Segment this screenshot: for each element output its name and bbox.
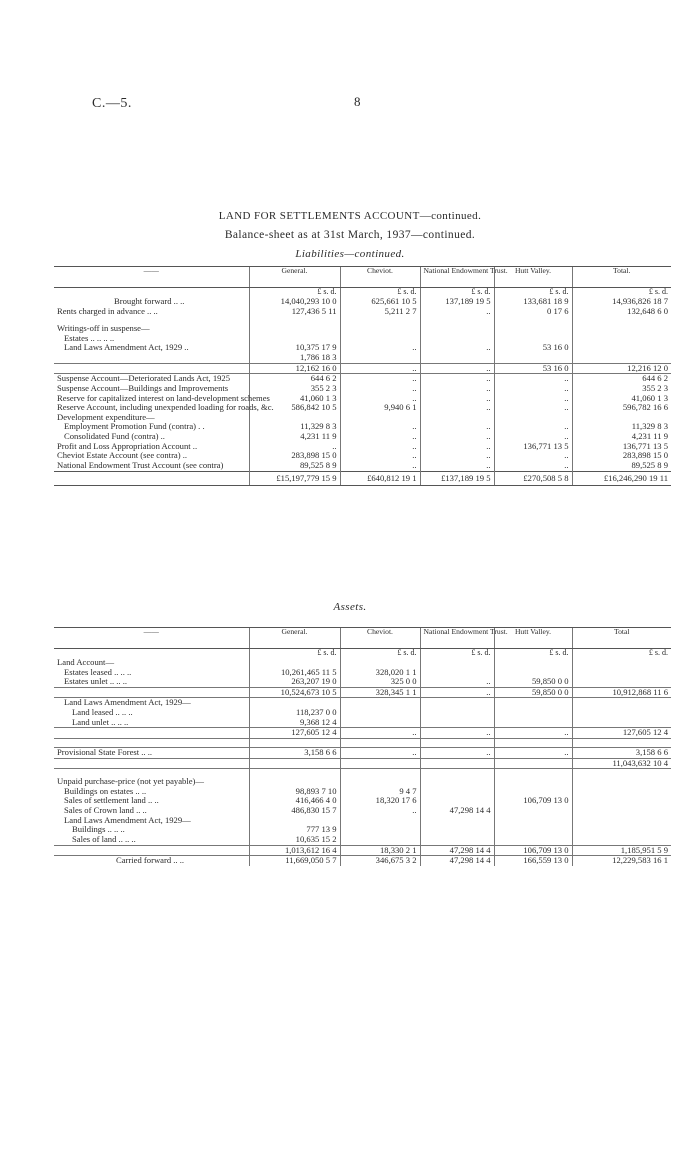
total-amount bbox=[572, 787, 671, 797]
national-endowment-amount: 47,298 14 4 bbox=[420, 856, 494, 866]
total-amount: 136,771 13 5 bbox=[572, 442, 671, 452]
cheviot-amount bbox=[340, 324, 420, 334]
table-row bbox=[54, 668, 671, 678]
units-hutt: £ s. d. bbox=[494, 288, 572, 297]
general-amount: .. bbox=[249, 442, 340, 452]
national-endowment-amount bbox=[420, 769, 494, 778]
table-row bbox=[54, 324, 671, 334]
col-header-national-endowment: National Endowment Trust. bbox=[420, 628, 494, 649]
national-endowment-amount bbox=[420, 668, 494, 678]
units-general: £ s. d. bbox=[249, 288, 340, 297]
hutt-valley-amount: 106,709 13 0 bbox=[494, 845, 572, 856]
row-label: Suspense Account—Buildings and Improvements bbox=[57, 382, 229, 393]
general-amount: 10,524,673 10 5 bbox=[249, 687, 340, 698]
row-label: Provisional State Forest .. .. bbox=[54, 747, 249, 758]
table-row bbox=[54, 747, 671, 758]
row-label bbox=[54, 353, 249, 363]
hutt-valley-amount bbox=[494, 324, 572, 334]
row-label: Brought forward .. .. bbox=[114, 295, 185, 306]
table-row bbox=[54, 471, 671, 486]
col-header-label: —— bbox=[54, 267, 249, 288]
national-endowment-amount bbox=[420, 334, 494, 344]
hutt-valley-amount bbox=[494, 658, 572, 668]
hutt-valley-amount: .. bbox=[494, 747, 572, 758]
row-label: National Endowment Trust Account (see contra) bbox=[57, 459, 224, 470]
national-endowment-amount: .. bbox=[420, 363, 494, 374]
general-amount: £15,197,779 15 9 bbox=[249, 471, 340, 486]
total-amount: 12,216 12 0 bbox=[572, 363, 671, 374]
account-title: LAND FOR SETTLEMENTS ACCOUNT—continued. bbox=[218, 210, 482, 222]
national-endowment-amount bbox=[420, 698, 494, 708]
total-amount bbox=[572, 316, 671, 324]
table-row bbox=[54, 856, 671, 866]
total-amount bbox=[572, 796, 671, 806]
general-amount: 10,261,465 11 5 bbox=[249, 668, 340, 678]
liabilities-body bbox=[54, 288, 671, 486]
hutt-valley-amount: 133,681 18 9 bbox=[494, 297, 572, 307]
assets-table bbox=[54, 627, 671, 866]
table-row bbox=[54, 758, 671, 769]
general-amount: 9,368 12 4 bbox=[249, 718, 340, 728]
row-label: Land Laws Amendment Act, 1929— bbox=[64, 814, 191, 825]
units-hutt: £ s. d. bbox=[494, 649, 572, 658]
cheviot-amount bbox=[340, 708, 420, 718]
row-label: Sales of land .. .. .. bbox=[72, 833, 136, 844]
table-row bbox=[54, 343, 671, 353]
hutt-valley-amount: £270,508 5 8 bbox=[494, 471, 572, 486]
row-label: Reserve Account, including unexpended loading for roads, &c. bbox=[57, 402, 274, 413]
units-general: £ s. d. bbox=[249, 649, 340, 658]
total-amount bbox=[572, 324, 671, 334]
hutt-valley-amount bbox=[494, 777, 572, 787]
general-amount: 586,842 10 5 bbox=[249, 403, 340, 413]
general-amount bbox=[249, 324, 340, 334]
hutt-valley-amount: 166,559 13 0 bbox=[494, 856, 572, 866]
col-header-total: Total. bbox=[572, 267, 671, 288]
general-amount: 644 6 2 bbox=[249, 374, 340, 384]
total-amount: 1,185,951 5 9 bbox=[572, 845, 671, 856]
row-label: Carried forward .. .. bbox=[116, 855, 185, 866]
cheviot-amount: 328,345 1 1 bbox=[340, 687, 420, 698]
cheviot-amount: 625,661 10 5 bbox=[340, 297, 420, 307]
hutt-valley-amount: .. bbox=[494, 403, 572, 413]
general-amount: 263,207 19 0 bbox=[249, 677, 340, 687]
general-amount: 89,525 8 9 bbox=[249, 461, 340, 471]
row-label: Reserve for capitalized interest on land-development schemes bbox=[57, 392, 270, 403]
total-amount bbox=[572, 806, 671, 816]
row-label bbox=[54, 728, 249, 739]
general-amount: 11,329 8 3 bbox=[249, 422, 340, 432]
assets-header-row bbox=[54, 628, 671, 649]
general-amount: 10,375 17 9 bbox=[249, 343, 340, 353]
national-endowment-amount: .. bbox=[420, 677, 494, 687]
total-amount bbox=[572, 343, 671, 353]
col-header-total: Total bbox=[572, 628, 671, 649]
national-endowment-amount: .. bbox=[420, 307, 494, 317]
units-row bbox=[54, 649, 671, 658]
national-endowment-amount bbox=[420, 324, 494, 334]
general-amount: 10,635 15 2 bbox=[249, 835, 340, 845]
liabilities-header-row bbox=[54, 267, 671, 288]
national-endowment-amount: .. bbox=[420, 384, 494, 394]
table-row bbox=[54, 363, 671, 374]
national-endowment-amount bbox=[420, 718, 494, 728]
total-amount bbox=[572, 698, 671, 708]
hutt-valley-amount: 59,850 0 0 bbox=[494, 677, 572, 687]
hutt-valley-amount bbox=[494, 316, 572, 324]
cheviot-amount: .. bbox=[340, 806, 420, 816]
col-header-national-endowment: National Endowment Trust. bbox=[420, 267, 494, 288]
total-amount bbox=[572, 708, 671, 718]
cheviot-amount: .. bbox=[340, 728, 420, 739]
national-endowment-amount bbox=[420, 758, 494, 769]
units-national: £ s. d. bbox=[420, 288, 494, 297]
row-label bbox=[54, 687, 249, 698]
total-amount: 14,936,826 18 7 bbox=[572, 297, 671, 307]
cheviot-amount: 325 0 0 bbox=[340, 677, 420, 687]
cheviot-amount: .. bbox=[340, 432, 420, 442]
row-label: Rents charged in advance .. .. bbox=[57, 305, 158, 316]
row-label: Consolidated Fund (contra) .. bbox=[64, 431, 165, 442]
total-amount: 41,060 1 3 bbox=[572, 394, 671, 404]
hutt-valley-amount: .. bbox=[494, 422, 572, 432]
total-amount bbox=[572, 835, 671, 845]
cheviot-amount: .. bbox=[340, 422, 420, 432]
hutt-valley-amount: 136,771 13 5 bbox=[494, 442, 572, 452]
general-amount bbox=[249, 316, 340, 324]
national-endowment-amount bbox=[420, 777, 494, 787]
national-endowment-amount: 47,298 14 4 bbox=[420, 845, 494, 856]
cheviot-amount bbox=[340, 758, 420, 769]
cheviot-amount bbox=[340, 316, 420, 324]
units-cheviot: £ s. d. bbox=[340, 288, 420, 297]
total-amount bbox=[572, 769, 671, 778]
national-endowment-amount bbox=[420, 738, 494, 747]
total-amount: 644 6 2 bbox=[572, 374, 671, 384]
hutt-valley-amount: .. bbox=[494, 374, 572, 384]
page-number: 8 bbox=[354, 94, 361, 109]
general-amount bbox=[249, 758, 340, 769]
units-cheviot: £ s. d. bbox=[340, 649, 420, 658]
row-label: Land unlet .. .. .. bbox=[72, 716, 129, 727]
hutt-valley-amount: .. bbox=[494, 728, 572, 739]
table-row bbox=[54, 825, 671, 835]
cheviot-amount: .. bbox=[340, 451, 420, 461]
total-amount: 89,525 8 9 bbox=[572, 461, 671, 471]
general-amount: 4,231 11 9 bbox=[249, 432, 340, 442]
row-label: Employment Promotion Fund (contra) . . bbox=[64, 421, 205, 432]
total-amount: 127,605 12 4 bbox=[572, 728, 671, 739]
general-amount: 3,158 6 6 bbox=[249, 747, 340, 758]
hutt-valley-amount bbox=[494, 816, 572, 826]
hutt-valley-amount: .. bbox=[494, 384, 572, 394]
national-endowment-amount: .. bbox=[420, 687, 494, 698]
cheviot-amount: .. bbox=[340, 394, 420, 404]
total-amount: 283,898 15 0 bbox=[572, 451, 671, 461]
total-amount: 355 2 3 bbox=[572, 384, 671, 394]
total-amount: £16,246,290 19 11 bbox=[572, 471, 671, 486]
col-header-hutt-valley: Hutt Valley. bbox=[494, 628, 572, 649]
national-endowment-amount bbox=[420, 316, 494, 324]
general-amount: 118,237 0 0 bbox=[249, 708, 340, 718]
row-label: Writings-off in suspense— bbox=[57, 323, 150, 334]
general-amount: 1,786 18 3 bbox=[249, 353, 340, 363]
national-endowment-amount: .. bbox=[420, 728, 494, 739]
hutt-valley-amount bbox=[494, 353, 572, 363]
national-endowment-amount bbox=[420, 708, 494, 718]
hutt-valley-amount bbox=[494, 738, 572, 747]
total-amount bbox=[572, 816, 671, 826]
cheviot-amount: 328,020 1 1 bbox=[340, 668, 420, 678]
cheviot-amount: £640,812 19 1 bbox=[340, 471, 420, 486]
cheviot-amount bbox=[340, 825, 420, 835]
table-row bbox=[54, 687, 671, 698]
row-label bbox=[54, 758, 249, 769]
col-header-general: General. bbox=[249, 267, 340, 288]
row-label: Profit and Loss Appropriation Account .. bbox=[57, 440, 198, 451]
hutt-valley-amount bbox=[494, 758, 572, 769]
hutt-valley-amount bbox=[494, 413, 572, 423]
liabilities-title: Liabilities—continued. bbox=[295, 248, 405, 260]
national-endowment-amount: .. bbox=[420, 343, 494, 353]
assets-title: Assets. bbox=[333, 601, 367, 613]
table-row bbox=[54, 698, 671, 708]
hutt-valley-amount bbox=[494, 698, 572, 708]
cheviot-amount: 18,320 17 6 bbox=[340, 796, 420, 806]
cheviot-amount bbox=[340, 353, 420, 363]
table-row bbox=[54, 658, 671, 668]
cheviot-amount: .. bbox=[340, 363, 420, 374]
general-amount: 416,466 4 0 bbox=[249, 796, 340, 806]
table-row bbox=[54, 353, 671, 363]
total-amount: 12,229,583 16 1 bbox=[572, 856, 671, 866]
total-amount bbox=[572, 334, 671, 344]
total-amount: 132,648 6 0 bbox=[572, 307, 671, 317]
hutt-valley-amount bbox=[494, 806, 572, 816]
total-amount: 11,329 8 3 bbox=[572, 422, 671, 432]
cheviot-amount: 18,330 2 1 bbox=[340, 845, 420, 856]
general-amount: 12,162 16 0 bbox=[249, 363, 340, 374]
total-amount bbox=[572, 677, 671, 687]
total-amount bbox=[572, 668, 671, 678]
total-amount bbox=[572, 658, 671, 668]
liabilities-table bbox=[54, 266, 671, 486]
table-row bbox=[54, 718, 671, 728]
hutt-valley-amount: 59,850 0 0 bbox=[494, 687, 572, 698]
table-row bbox=[54, 708, 671, 718]
hutt-valley-amount bbox=[494, 835, 572, 845]
assets-body bbox=[54, 649, 671, 866]
national-endowment-amount: .. bbox=[420, 394, 494, 404]
row-label: Land Laws Amendment Act, 1929 .. bbox=[64, 342, 189, 353]
cheviot-amount: .. bbox=[340, 374, 420, 384]
cheviot-amount: 9 4 7 bbox=[340, 787, 420, 797]
row-label: Development expenditure— bbox=[57, 411, 155, 422]
total-amount: 10,912,868 11 6 bbox=[572, 687, 671, 698]
national-endowment-amount bbox=[420, 787, 494, 797]
row-label bbox=[54, 363, 249, 374]
national-endowment-amount: .. bbox=[420, 747, 494, 758]
table-row bbox=[54, 845, 671, 856]
row-label: Cheviot Estate Account (see contra) .. bbox=[57, 450, 188, 461]
col-header-cheviot: Cheviot. bbox=[340, 267, 420, 288]
hutt-valley-amount: .. bbox=[494, 461, 572, 471]
national-endowment-amount bbox=[420, 658, 494, 668]
cheviot-amount: .. bbox=[340, 384, 420, 394]
table-row bbox=[54, 307, 671, 317]
national-endowment-amount: .. bbox=[420, 432, 494, 442]
hutt-valley-amount: 106,709 13 0 bbox=[494, 796, 572, 806]
general-amount: 127,436 5 11 bbox=[249, 307, 340, 317]
hutt-valley-amount bbox=[494, 718, 572, 728]
national-endowment-amount bbox=[420, 353, 494, 363]
cheviot-amount bbox=[340, 816, 420, 826]
national-endowment-amount: .. bbox=[420, 403, 494, 413]
cheviot-amount bbox=[340, 413, 420, 423]
row-label: Land Account— bbox=[57, 656, 115, 667]
cheviot-amount: .. bbox=[340, 343, 420, 353]
general-amount: 283,898 15 0 bbox=[249, 451, 340, 461]
total-amount: 3,158 6 6 bbox=[572, 747, 671, 758]
balance-sheet-title: Balance-sheet as at 31st March, 1937—continued. bbox=[224, 229, 476, 241]
hutt-valley-amount: 0 17 6 bbox=[494, 307, 572, 317]
table-row bbox=[54, 677, 671, 687]
row-label bbox=[54, 845, 249, 856]
row-label: Unpaid purchase-price (not yet payable)— bbox=[57, 776, 204, 787]
general-amount: 777 13 9 bbox=[249, 825, 340, 835]
cheviot-amount: .. bbox=[340, 461, 420, 471]
national-endowment-amount: 137,189 19 5 bbox=[420, 297, 494, 307]
total-amount: 596,782 16 6 bbox=[572, 403, 671, 413]
general-amount: 98,893 7 10 bbox=[249, 787, 340, 797]
cheviot-amount: 9,940 6 1 bbox=[340, 403, 420, 413]
cheviot-amount: .. bbox=[340, 442, 420, 452]
general-amount: 11,669,050 5 7 bbox=[249, 856, 340, 866]
general-amount: 486,830 15 7 bbox=[249, 806, 340, 816]
units-total: £ s. d. bbox=[572, 649, 671, 658]
national-endowment-amount bbox=[420, 825, 494, 835]
hutt-valley-amount: 53 16 0 bbox=[494, 343, 572, 353]
row-label: Buildings .. .. .. bbox=[72, 824, 125, 835]
hutt-valley-amount bbox=[494, 708, 572, 718]
table-row bbox=[54, 816, 671, 826]
cheviot-amount: 5,211 2 7 bbox=[340, 307, 420, 317]
hutt-valley-amount: 53 16 0 bbox=[494, 363, 572, 374]
table-row bbox=[54, 777, 671, 787]
cheviot-amount bbox=[340, 769, 420, 778]
row-label: Estates leased .. .. .. bbox=[64, 666, 132, 677]
national-endowment-amount: .. bbox=[420, 461, 494, 471]
total-amount: 11,043,632 10 4 bbox=[572, 758, 671, 769]
row-label: Estates unlet .. .. .. bbox=[64, 676, 128, 687]
total-amount bbox=[572, 353, 671, 363]
col-header-cheviot: Cheviot. bbox=[340, 628, 420, 649]
row-label: Sales of Crown land .. .. bbox=[64, 805, 147, 816]
general-amount: 41,060 1 3 bbox=[249, 394, 340, 404]
total-amount bbox=[572, 718, 671, 728]
national-endowment-amount: £137,189 19 5 bbox=[420, 471, 494, 486]
row-label bbox=[54, 471, 249, 486]
hutt-valley-amount bbox=[494, 825, 572, 835]
general-amount: 127,605 12 4 bbox=[249, 728, 340, 739]
cheviot-amount bbox=[340, 698, 420, 708]
row-label: Suspense Account—Deteriorated Lands Act, 1925 bbox=[57, 373, 231, 384]
units-total: £ s. d. bbox=[572, 288, 671, 297]
col-header-general: General. bbox=[249, 628, 340, 649]
table-row bbox=[54, 835, 671, 845]
general-amount: 1,013,612 16 4 bbox=[249, 845, 340, 856]
national-endowment-amount: .. bbox=[420, 422, 494, 432]
row-label: Sales of settlement land .. .. bbox=[64, 795, 159, 806]
cheviot-amount: .. bbox=[340, 747, 420, 758]
row-label: Land leased .. .. .. bbox=[72, 707, 133, 718]
units-national: £ s. d. bbox=[420, 649, 494, 658]
row-label: Estates .. .. .. .. bbox=[64, 332, 115, 343]
col-header-hutt-valley: Hutt Valley. bbox=[494, 267, 572, 288]
cheviot-amount bbox=[340, 738, 420, 747]
national-endowment-amount: .. bbox=[420, 451, 494, 461]
national-endowment-amount bbox=[420, 413, 494, 423]
total-amount bbox=[572, 825, 671, 835]
hutt-valley-amount: .. bbox=[494, 451, 572, 461]
table-row bbox=[54, 728, 671, 739]
col-header-label: —— bbox=[54, 628, 249, 649]
document-reference: C.—5. bbox=[92, 96, 132, 111]
total-amount: 4,231 11 9 bbox=[572, 432, 671, 442]
cheviot-amount bbox=[340, 835, 420, 845]
general-amount: 355 2 3 bbox=[249, 384, 340, 394]
total-amount bbox=[572, 777, 671, 787]
row-label: Land Laws Amendment Act, 1929— bbox=[64, 697, 191, 708]
national-endowment-amount bbox=[420, 835, 494, 845]
hutt-valley-amount: .. bbox=[494, 432, 572, 442]
national-endowment-amount bbox=[420, 816, 494, 826]
hutt-valley-amount bbox=[494, 769, 572, 778]
row-label: Buildings on estates .. .. bbox=[64, 785, 147, 796]
cheviot-amount bbox=[340, 334, 420, 344]
general-amount bbox=[249, 769, 340, 778]
cheviot-amount bbox=[340, 718, 420, 728]
national-endowment-amount: 47,298 14 4 bbox=[420, 806, 494, 816]
general-amount: 14,040,293 10 0 bbox=[249, 297, 340, 307]
hutt-valley-amount: .. bbox=[494, 394, 572, 404]
table-row bbox=[54, 461, 671, 471]
national-endowment-amount: .. bbox=[420, 374, 494, 384]
national-endowment-amount: .. bbox=[420, 442, 494, 452]
cheviot-amount: 346,675 3 2 bbox=[340, 856, 420, 866]
